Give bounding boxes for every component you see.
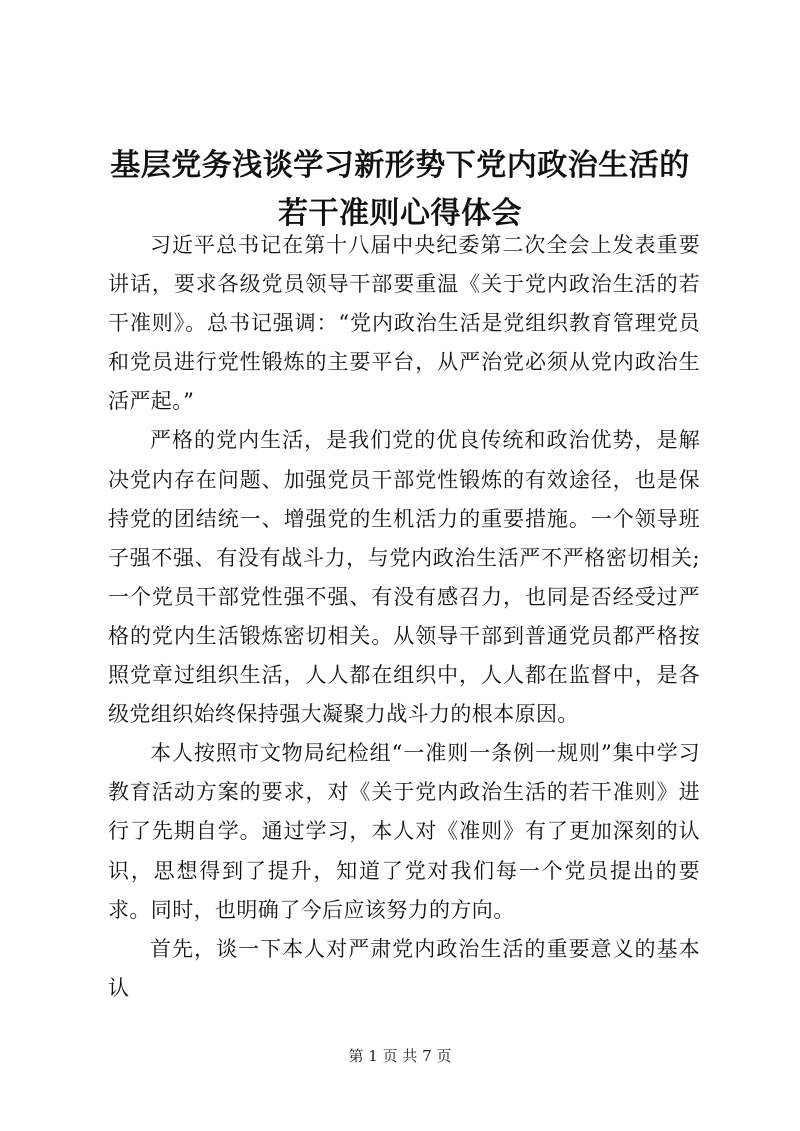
- document-body: [108, 226, 700, 1008]
- page-number-footer: 第 1 页 共 7 页: [348, 1047, 452, 1065]
- document-title: 基层党务浅谈学习新形势下党内政治生活的若干准则心得体会: [110, 148, 690, 231]
- paragraph: 严格的党内生活，是我们党的优良传统和政治优势，是解决党内存在问题、加强党员干部党性锻炼的有效途径，也是保持党的团结统一、增强党的生机活力的重要措施。一个领导班子强不强、有没有战斗力，与党内政治生活严不严格密切相关;一个党员干部党性强不强、有没有感召力，也同是否经受过严格的党内生活锻炼密切相关。从领导干部到普通党员都严格按照党章过组织生活，人人都在组织中，人人都在监督中，是各级党组织始终保持强大凝聚力战斗力的根本原因。: [108, 428, 700, 727]
- paragraph: 本人按照市文物局纪检组“一准则一条例一规则”集中学习教育活动方案的要求，对《关于党内政治生活的若干准则》进行了先期自学。通过学习，本人对《准则》有了更加深刻的认识，思想得到了提升，知道了党对我们每一个党员提出的要求。同时，也明确了今后应该努力的方向。: [108, 741, 700, 922]
- paragraph: 首先，谈一下本人对严肃党内政治生活的重要意义的基本认: [108, 936, 700, 1000]
- paragraph: 习近平总书记在第十八届中央纪委第二次全会上发表重要讲话，要求各级党员领导干部要重温《关于党内政治生活的若干准则》。总书记强调：“党内政治生活是党组织教育管理党员和党员进行党性锻炼的主要平台，从严治党必须从党内政治生活严起。”: [108, 233, 700, 414]
